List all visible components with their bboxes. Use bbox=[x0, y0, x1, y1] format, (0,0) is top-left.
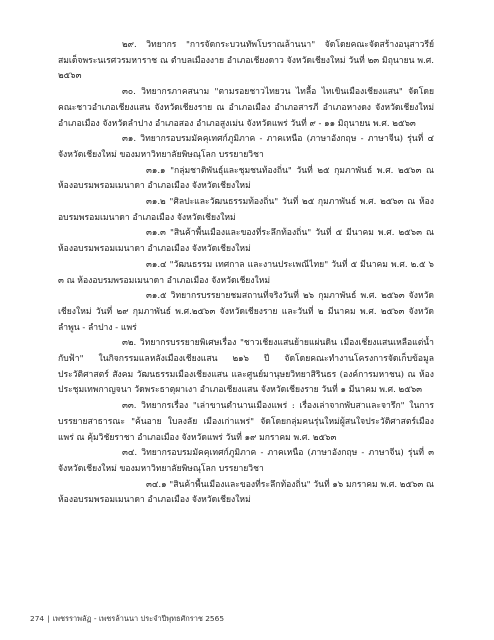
entry-34-1: ๓๔.๑ "สินค้าพื้นเมืองและของที่ระลึกท้องถิ่น" วันที่ ๑๖ มกราคม พ.ศ. ๒๕๖๓ ณ ห้องอบรมพรอมเมนาดา อำเภอเมือง จังหวัดเชียงใหม่ bbox=[58, 479, 434, 506]
body-text bbox=[58, 38, 434, 509]
entry-30: ๓๐. วิทยากรภาคสนาม "ตามรอยชาวไทยวน ไทลื้อ ไทเขินเมืองเชียงแสน" จัดโดยคณะชาวอำเภอเชียงแสน จังหวัดเชียงราย ณ อำเภอเมือง อำเภอสารภี อำเภอหางดง จังหวัดเชียงใหม่ อำเภอเมือง จังหวัดลำปาง อำเภอสอง อำเภอสูงเม่น จังหวัดแพร่ วันที่ ๙ - ๑๑ มิถุนายน พ.ศ. ๒๕๖๓ bbox=[58, 87, 434, 129]
footer-separator: | bbox=[47, 614, 50, 623]
entry-31-3: ๓๑.๓ "สินค้าพื้นเมืองและของที่ระลึกท้องถิ่น" วันที่ ๕ มีนาคม พ.ศ. ๒๕๖๓ ณ ห้องอบรมพรอมเมนาดา อำเภอเมือง จังหวัดเชียงใหม่ bbox=[58, 228, 434, 255]
entry-32: ๓๒. วิทยากรบรรยายพิเศษเรื่อง "ชาวเชียงแสนย้ายแผ่นดิน เมืองเชียงแสนเหลือแต่น้ำกับฟ้า" ในกิจกรรมแลหลังเมืองเชียงแสน ๒๑๖ ปี จัดโดยคณะทำงานโครงการจัดเก็บข้อมูลประวัติศาสตร์ สังคม วัฒนธรรมเมืองเชียงแสน และศูนย์มานุษยวิทยาสิรินธร (องค์การมหาชน) ณ ห้องประชุมเทพกาญจนา วัดพระธาตุผาเงา อำเภอเชียงแสน จังหวัดเชียงราย วันที่ ๑ มีนาคม พ.ศ. ๒๕๖๓ bbox=[58, 338, 434, 396]
entry-31-4: ๓๑.๔ "วัฒนธรรม เทศกาล และงานประเพณีไทย" วันที่ ๕ มีนาคม พ.ศ. ๒.๕ ๖ ๓ ณ ห้องอบรมพรอมเมนาดา อำเภอเมือง จังหวัดเชียงใหม่ bbox=[58, 259, 434, 286]
entry-31-5: ๓๑.๕ วิทยากรบรรยายชมสถานที่จริงวันที่ ๒๖ กุมภาพันธ์ พ.ศ. ๒๕๖๓ จังหวัดเชียงใหม่ วันที่ ๒๙ กุมภาพันธ์ พ.ศ.๒๕๖๓ จังหวัดเชียงราย และวันที่ ๒ มีนาคม พ.ศ. ๒๕๖๓ จังหวัดลำพูน - ลำปาง - แพร่ bbox=[58, 291, 434, 333]
entry-31: ๓๑. วิทยากรอบรมมัคคุเทศก์ภูมิภาค - ภาคเหนือ (ภาษาอังกฤษ - ภาษาจีน) รุ่นที่ ๔ จังหวัดเชียงใหม่ ของมหาวิทยาลัยพิษณุโลก บรรยายวิชา bbox=[58, 134, 434, 160]
page-number: 274 bbox=[30, 614, 45, 623]
entry-29: ๒๙. วิทยากร "การจัดกระบวนทัพโบราณล้านนา" จัดโดยคณะจัดสร้างอนุสาวรีย์สมเด็จพระนเรศวรมหาราช ณ ตำบลเมืองงาย อำเภอเชียงดาว จังหวัดเชียงใหม่ วันที่ ๒๓ มิถุนายน พ.ศ. ๒๕๖๓ bbox=[58, 40, 434, 82]
entry-31-1: ๓๑.๑ "กลุ่มชาติพันธุ์และชุมชนท้องถิ่น" วันที่ ๒๕ กุมภาพันธ์ พ.ศ. ๒๕๖๓ ณ ห้องอบรมพรอมเมนาดา อำเภอเมือง จังหวัดเชียงใหม่ bbox=[58, 165, 434, 192]
entry-34: ๓๔. วิทยากรอบรมมัคคุเทศก์ภูมิภาค - ภาคเหนือ (ภาษาอังกฤษ - ภาษาจีน) รุ่นที่ ๓ จังหวัดเชียงใหม่ ของมหาวิทยาลัยพิษณุโลก บรรยายวิชา bbox=[58, 448, 434, 474]
entry-31-2: ๓๑.๒ "ศิลปะและวัฒนธรรมท้องถิ่น" วันที่ ๒๕ กุมภาพันธ์ พ.ศ. ๒๕๖๓ ณ ห้องอบรมพรอมเมนาดา อำเภอเมือง จังหวัดเชียงใหม่ bbox=[58, 197, 434, 223]
footer-title: เพชรราพลัฏ - เพชรล้านนา ประจำปีพุทธศักราช 2565 bbox=[52, 614, 225, 623]
entry-33: ๓๓. วิทยากรเรื่อง "เล่าขานตำนานเมืองแพร่ : เรื่องเล่าจากพับสาและจารึก" ในการบรรยายสาธารณะ "ค้นอาย ใบลงลัย เมืองเก่าแพร่" จัดโดยกลุ่มคนรุ่นใหม่ผู้สนใจประวัติศาสตร์เมืองแพร่ ณ คุ้มวิชัยราชา อำเภอเมือง จังหวัดแพร่ วันที่ ๑๙ มกราคม พ.ศ. ๒๕๖๓ bbox=[58, 401, 434, 443]
page-footer bbox=[30, 613, 224, 625]
